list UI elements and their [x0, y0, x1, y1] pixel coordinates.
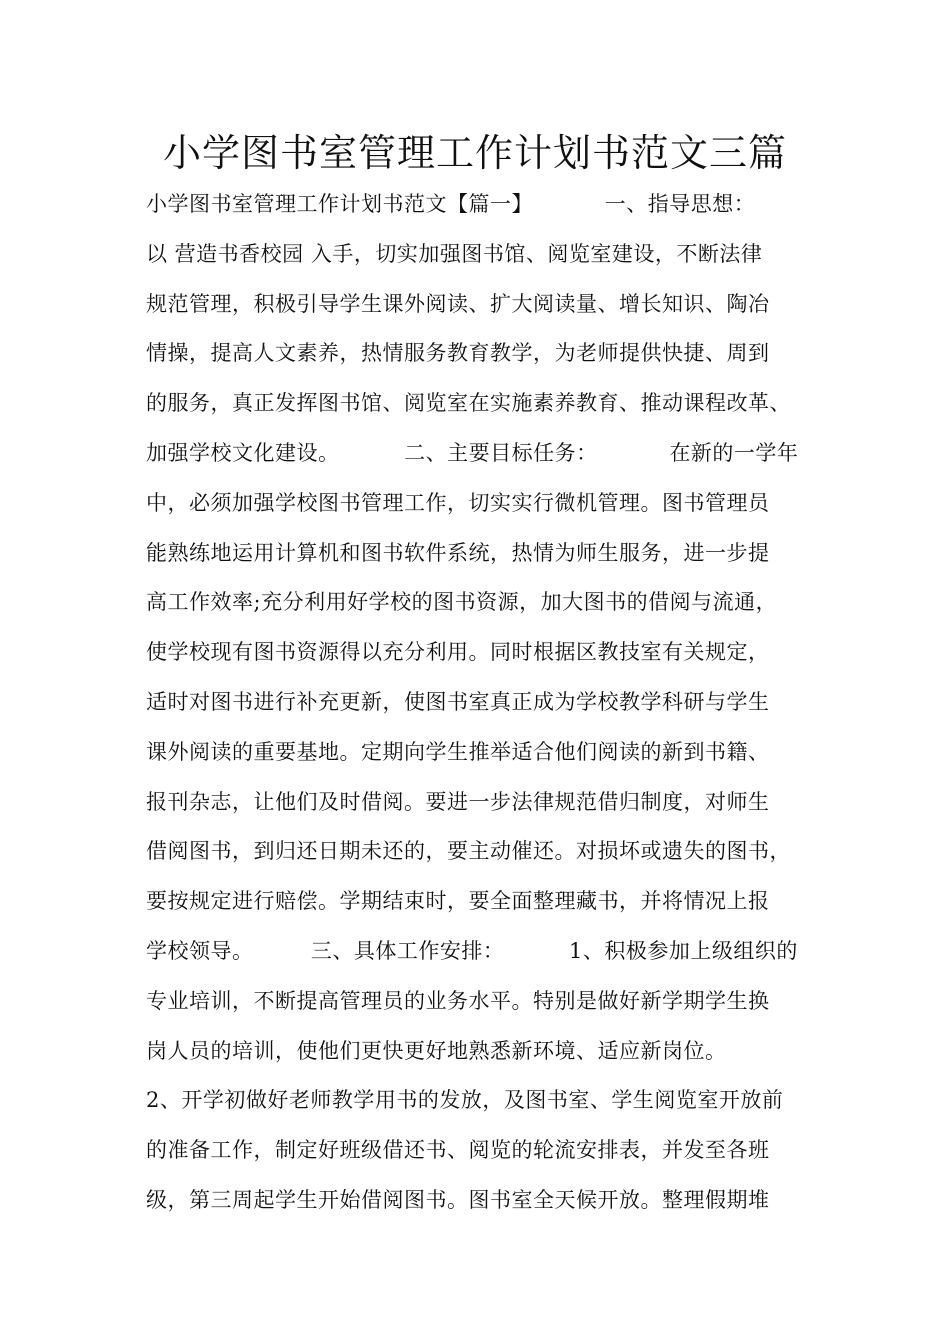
body-line: 的准备工作，制定好班级借还书、阅览的轮流安排表，并发至各班: [146, 1138, 770, 1163]
body-line: 级，第三周起学生开始借阅图书。图书室全天候开放。整理假期堆: [146, 1187, 770, 1212]
body-line: 课外阅读的重要基地。定期向学生推举适合他们阅读的新到书籍、: [146, 739, 770, 764]
body-line: 小学图书室管理工作计划书范文【篇一】 一、指导思想：: [146, 192, 756, 216]
body-line: 借阅图书，到归还日期未还的，要主动催还。对损坏或遗失的图书，: [146, 839, 791, 864]
body-line: 中，必须加强学校图书管理工作，切实实行微机管理。图书管理员: [146, 490, 770, 515]
body-line: 规范管理，积极引导学生课外阅读、扩大阅读量、增长知识、陶冶: [146, 291, 770, 316]
body-line: 2、开学初做好老师教学用书的发放，及图书室、学生阅览室开放前: [146, 1088, 784, 1113]
body-line: 情操，提高人文素养，热情服务教育教学，为老师提供快捷、周到: [146, 341, 770, 366]
body-line: 要按规定进行赔偿。学期结束时，要全面整理藏书，并将情况上报: [146, 889, 770, 914]
body-line: 能熟练地运用计算机和图书软件系统，热情为师生服务，进一步提: [146, 540, 770, 565]
body-line: 适时对图书进行补充更新，使图书室真正成为学校教学科研与学生: [146, 689, 770, 714]
body-line: 学校领导。 三、具体工作安排： 1、积极参加上级组织的: [146, 938, 798, 963]
body-line: 高工作效率;充分利用好学校的图书资源，加大图书的借阅与流通，: [146, 590, 778, 615]
body-line: 加强学校文化建设。 二、主要目标任务： 在新的一学年: [146, 440, 799, 465]
body-line: 专业培训，不断提高管理员的业务水平。特别是做好新学期学生换: [146, 988, 770, 1013]
body-line: 岗人员的培训，使他们更快更好地熟悉新环境、适应新岗位。: [146, 1038, 727, 1063]
body-line: 以 营造书香校园 入手，切实加强图书馆、阅览室建设，不断法律: [146, 241, 763, 266]
body-line: 的服务，真正发挥图书馆、阅览室在实施素养教育、推动课程改革、: [146, 391, 791, 416]
document-body: [146, 180, 826, 1226]
body-line: 使学校现有图书资源得以充分利用。同时根据区教技室有关规定，: [146, 640, 770, 665]
document-title: 小学图书室管理工作计划书范文三篇: [162, 131, 787, 175]
body-line: 报刊杂志，让他们及时借阅。要进一步法律规范借归制度，对师生: [146, 789, 770, 814]
